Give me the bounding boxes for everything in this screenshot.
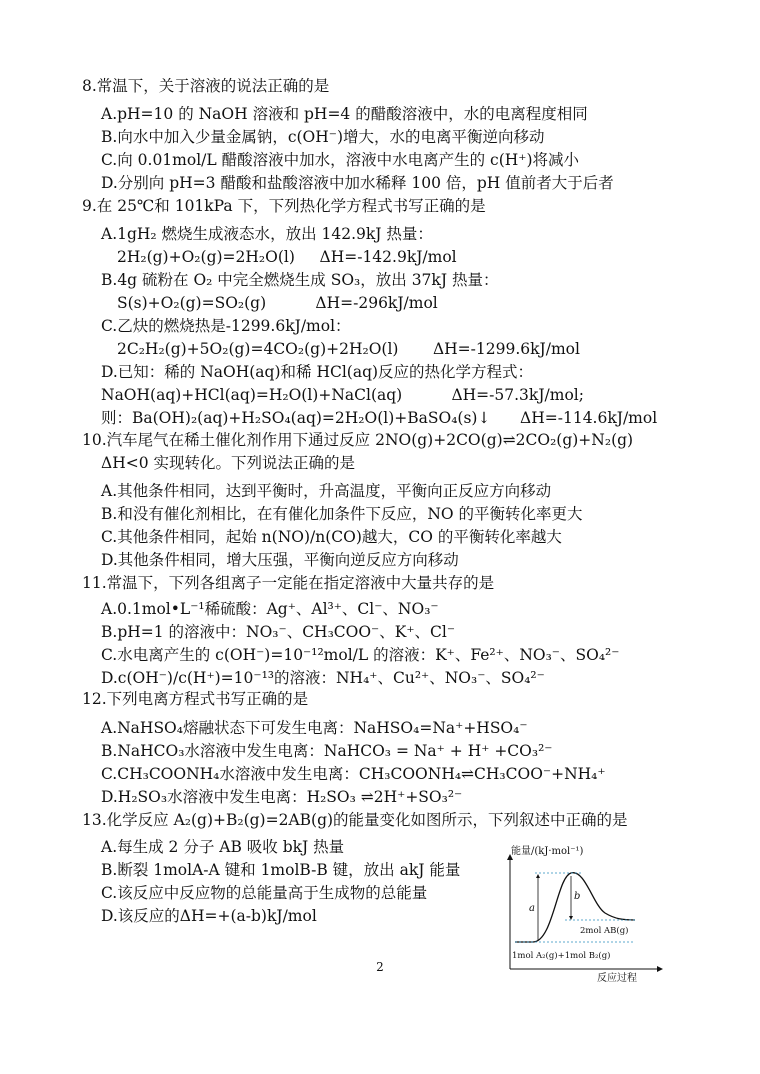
question-stem: 11.常温下，下列各组离子一定能在指定溶液中大量共存的是 [82, 574, 495, 592]
label-b: b [574, 891, 581, 902]
option-line: NaOH(aq)+HCl(aq)=H₂O(l)+NaCl(aq) ΔH=-57.3kJ/mol; [101, 386, 584, 404]
option-line: C.水电离产生的 c(OH⁻)=10⁻¹²mol/L 的溶液：K⁺、Fe²⁺、NO₃⁻、SO₄²⁻ [101, 646, 620, 664]
option-line: A.1gH₂ 燃烧生成液态水，放出 142.9kJ 热量： [101, 225, 433, 243]
product-label: 2mol AB(g) [580, 926, 629, 936]
option-line: C.CH₃COONH₄水溶液中发生电离：CH₃COONH₄⇌CH₃COO⁻+NH₄⁺ [101, 765, 606, 783]
option-line: A.pH=10 的 NaOH 溶液和 pH=4 的醋酸溶液中，水的电离程度相同 [101, 105, 588, 123]
option-line: C.该反应中反应物的总能量高于生成物的总能量 [101, 884, 428, 902]
question-stem: 10.汽车尾气在稀土催化剂作用下通过反应 2NO(g)+2CO(g)⇌2CO₂(g)+N₂(g) [82, 431, 634, 449]
energy-diagram [505, 845, 665, 985]
x-axis-label: 反应过程 [597, 973, 637, 984]
option-line: B.pH=1 的溶液中：NO₃⁻、CH₃COO⁻、K⁺、Cl⁻ [101, 623, 456, 641]
reactant-label: 1mol A₂(g)+1mol B₂(g) [512, 951, 611, 961]
option-line: 2H₂(g)+O₂(g)=2H₂O(l) ΔH=-142.9kJ/mol [117, 248, 457, 266]
option-line: A.每生成 2 分子 AB 吸收 bkJ 热量 [101, 838, 345, 856]
option-line: B.NaHCO₃水溶液中发生电离：NaHCO₃ = Na⁺ + H⁺ +CO₃²⁻ [101, 742, 553, 760]
question-stem: 8.常温下，关于溶液的说法正确的是 [82, 77, 330, 95]
option-line: D.H₂SO₃水溶液中发生电离：H₂SO₃ ⇌2H⁺+SO₃²⁻ [101, 788, 463, 806]
option-line: B.断裂 1molA-A 键和 1molB-B 键，放出 akJ 能量 [101, 861, 461, 879]
option-line: D.分别向 pH=3 醋酸和盐酸溶液中加水稀释 100 倍，pH 值前者大于后者 [101, 174, 614, 192]
option-line: B.和没有催化剂相比，在有催化加条件下反应，NO 的平衡转化率更大 [101, 505, 583, 523]
question-stem: 12.下列电离方程式书写正确的是 [82, 690, 309, 708]
option-line: D.已知：稀的 NaOH(aq)和稀 HCl(aq)反应的热化学方程式： [101, 363, 534, 381]
option-line: 则：Ba(OH)₂(aq)+H₂SO₄(aq)=2H₂O(l)+BaSO₄(s)↓ ΔH=-114.6kJ/mol [101, 409, 658, 427]
option-line: B.4g 硫粉在 O₂ 中完全燃烧生成 SO₃，放出 37kJ 热量： [101, 271, 499, 289]
option-line: C.向 0.01mol/L 醋酸溶液中加水，溶液中水电离产生的 c(H⁺)将减小 [101, 151, 580, 169]
page-number: 2 [376, 960, 384, 974]
option-line: 2C₂H₂(g)+5O₂(g)=4CO₂(g)+2H₂O(l) ΔH=-1299.6kJ/mol [117, 340, 580, 358]
y-axis-label: 能量/(kJ·mol⁻¹) [511, 846, 584, 857]
label-a: a [529, 903, 535, 914]
option-line: S(s)+O₂(g)=SO₂(g) ΔH=-296kJ/mol [117, 294, 438, 312]
option-line: A.其他条件相同，达到平衡时，升高温度，平衡向正反应方向移动 [101, 482, 552, 500]
option-line: ΔH<0 实现转化。下列说法正确的是 [101, 454, 355, 472]
question-stem: 9.在 25℃和 101kPa 下，下列热化学方程式书写正确的是 [82, 197, 486, 215]
option-line: B.向水中加入少量金属钠，c(OH⁻)增大，水的电离平衡逆向移动 [101, 128, 545, 146]
option-line: A.NaHSO₄熔融状态下可发生电离：NaHSO₄=Na⁺+HSO₄⁻ [101, 719, 528, 737]
question-stem: 13.化学反应 A₂(g)+B₂(g)=2AB(g)的能量变化如图所示，下列叙述中正确的是 [82, 811, 628, 829]
option-line: A.0.1mol•L⁻¹稀硫酸：Ag⁺、Al³⁺、Cl⁻、NO₃⁻ [101, 600, 439, 618]
option-line: D.其他条件相同，增大压强，平衡向逆反应方向移动 [101, 551, 459, 569]
option-line: C.其他条件相同，起始 n(NO)/n(CO)越大，CO 的平衡转化率越大 [101, 528, 562, 546]
option-line: C.乙炔的燃烧热是-1299.6kJ/mol： [101, 317, 351, 335]
option-line: D.该反应的ΔH=+(a-b)kJ/mol [101, 907, 317, 925]
option-line: D.c(OH⁻)/c(H⁺)=10⁻¹³的溶液：NH₄⁺、Cu²⁺、NO₃⁻、SO₄²⁻ [101, 669, 545, 687]
